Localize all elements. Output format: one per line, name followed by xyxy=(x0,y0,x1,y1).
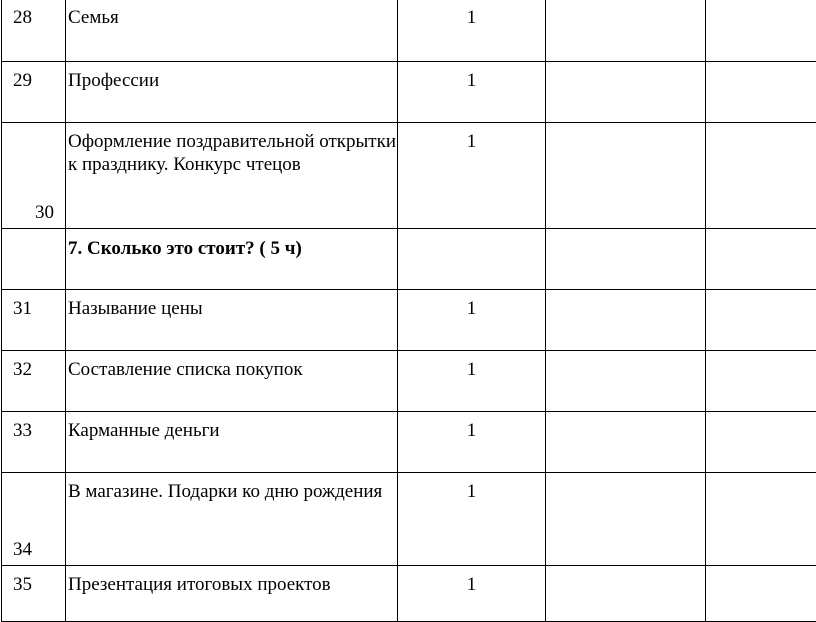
empty-cell xyxy=(706,351,816,412)
lesson-topic: В магазине. Подарки ко дню рождения xyxy=(66,473,398,566)
section-header-row xyxy=(2,229,816,290)
lesson-topic: Карманные деньги xyxy=(66,412,398,473)
table-row xyxy=(2,62,816,123)
lesson-hours: 1 xyxy=(398,0,546,62)
empty-cell xyxy=(546,290,706,351)
empty-cell xyxy=(546,123,706,229)
lesson-topic: Оформление поздравительной открытки к празднику. Конкурс чтецов xyxy=(66,123,398,229)
table-row xyxy=(2,0,816,62)
table-row xyxy=(2,351,816,412)
table-row xyxy=(2,123,816,229)
lesson-number: 34 xyxy=(2,473,66,566)
empty-cell xyxy=(706,290,816,351)
lesson-hours: 1 xyxy=(398,351,546,412)
empty-cell xyxy=(706,123,816,229)
section-title: 7. Сколько это стоит? ( 5 ч) xyxy=(66,229,398,290)
lesson-hours: 1 xyxy=(398,290,546,351)
lesson-hours: 1 xyxy=(398,473,546,566)
empty-cell xyxy=(546,351,706,412)
lesson-number: 30 xyxy=(2,123,66,229)
lesson-number xyxy=(2,229,66,290)
lesson-hours: 1 xyxy=(398,566,546,622)
empty-cell xyxy=(546,473,706,566)
lesson-hours: 1 xyxy=(398,123,546,229)
lesson-topic: Называние цены xyxy=(66,290,398,351)
table-row xyxy=(2,412,816,473)
lesson-number: 31 xyxy=(2,290,66,351)
empty-cell xyxy=(546,412,706,473)
empty-cell xyxy=(546,566,706,622)
lesson-number: 29 xyxy=(2,62,66,123)
lesson-hours: 1 xyxy=(398,62,546,123)
lesson-topic: Презентация итоговых проектов xyxy=(66,566,398,622)
lesson-hours: 1 xyxy=(398,412,546,473)
empty-cell xyxy=(546,62,706,123)
table-row xyxy=(2,473,816,566)
empty-cell xyxy=(706,0,816,62)
lesson-topic: Семья xyxy=(66,0,398,62)
empty-cell xyxy=(546,229,706,290)
lesson-number: 28 xyxy=(2,0,66,62)
table-row xyxy=(2,566,816,622)
lesson-hours xyxy=(398,229,546,290)
empty-cell xyxy=(706,62,816,123)
lesson-topic: Составление списка покупок xyxy=(66,351,398,412)
lesson-number: 32 xyxy=(2,351,66,412)
lesson-number: 33 xyxy=(2,412,66,473)
empty-cell xyxy=(706,566,816,622)
lesson-number: 35 xyxy=(2,566,66,622)
empty-cell xyxy=(706,473,816,566)
lesson-plan-table xyxy=(1,0,816,622)
empty-cell xyxy=(706,229,816,290)
empty-cell xyxy=(706,412,816,473)
table-row xyxy=(2,290,816,351)
lesson-topic: Профессии xyxy=(66,62,398,123)
empty-cell xyxy=(546,0,706,62)
